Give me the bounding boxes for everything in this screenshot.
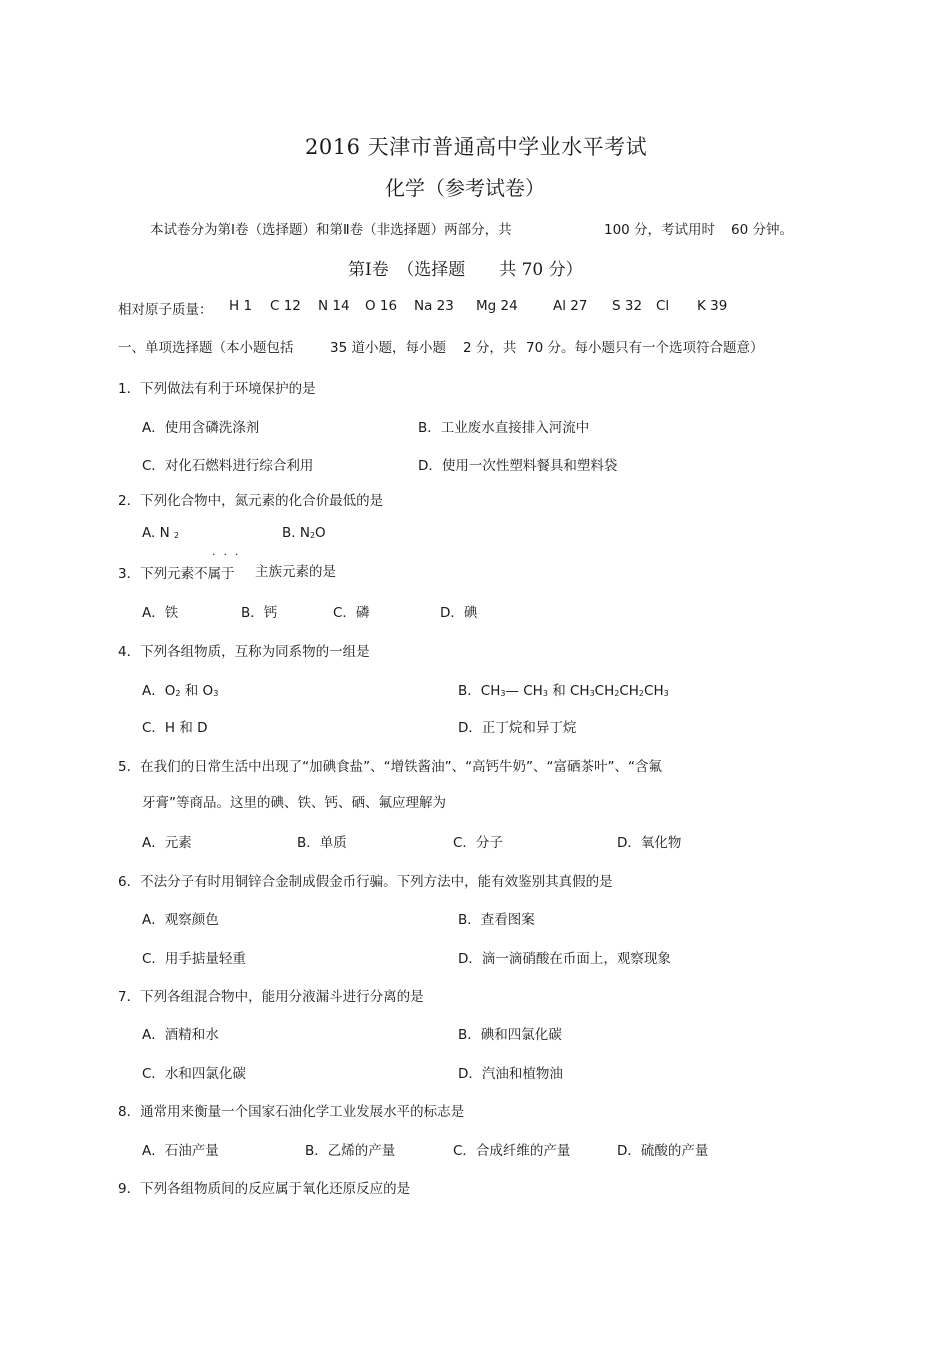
q5-stem-line-2: 牙膏”等商品。这里的碘、铁、钙、硒、氟应理解为 bbox=[142, 795, 446, 811]
q7-option-d: D．汽油和植物油 bbox=[458, 1066, 563, 1082]
atomic-mass-cl: Cl bbox=[656, 298, 670, 314]
exam-title: 2016 天津市普通高中学业水平考试 bbox=[305, 135, 648, 159]
q2-option-b: B. $N_2O$ bbox=[282, 525, 326, 541]
q5-option-a: A．元素 bbox=[142, 835, 192, 851]
atomic-mass-mg: Mg 24 bbox=[476, 298, 518, 314]
q7-stem: 7．下列各组混合物中，能用分液漏斗进行分离的是 bbox=[118, 989, 424, 1005]
atomic-mass-na: Na 23 bbox=[414, 298, 454, 314]
q6-option-b: B．查看图案 bbox=[458, 912, 535, 928]
q5-option-b: B．单质 bbox=[297, 835, 347, 851]
q8-option-a: A．石油产量 bbox=[142, 1143, 219, 1159]
q3-stem-part-2: 主族元素的是 bbox=[255, 564, 336, 580]
q4-option-a: A．$O_2$ 和 $O_3$ bbox=[142, 683, 219, 699]
q1-stem: 1．下列做法有利于环境保护的是 bbox=[118, 381, 316, 397]
atomic-mass-n: N 14 bbox=[318, 298, 350, 314]
q7-option-c: C．水和四氯化碳 bbox=[142, 1066, 246, 1082]
atomic-mass-h: H 1 bbox=[229, 298, 253, 314]
atomic-mass-al: Al 27 bbox=[553, 298, 588, 314]
q3-stem-part-1: 3．下列元素不属于 bbox=[118, 566, 235, 582]
q4-option-c: C．H 和 D bbox=[142, 720, 208, 736]
q1-option-a: A．使用含磷洗涤剂 bbox=[142, 420, 260, 436]
instructions-part-3: 2 分，共 bbox=[463, 340, 517, 356]
intro-time: 60 分钟。 bbox=[731, 222, 793, 238]
q9-stem: 9．下列各组物质间的反应属于氧化还原反应的是 bbox=[118, 1181, 411, 1197]
q1-option-d: D．使用一次性塑料餐具和塑料袋 bbox=[418, 458, 618, 474]
intro-text: 本试卷分为第Ⅰ卷（选择题）和第Ⅱ卷（非选择题）两部分，共 bbox=[150, 222, 512, 238]
q4-option-b: B．$CH_3—$ $CH_3$ 和 $CH_3CH_2CH_2CH_3$ bbox=[458, 683, 669, 699]
q1-option-c: C．对化石燃料进行综合利用 bbox=[142, 458, 314, 474]
q8-option-d: D．硫酸的产量 bbox=[617, 1143, 709, 1159]
q6-option-d: D．滴一滴硝酸在币面上，观察现象 bbox=[458, 951, 671, 967]
q7-option-a: A．酒精和水 bbox=[142, 1027, 219, 1043]
q4-option-d: D．正丁烷和异丁烷 bbox=[458, 720, 577, 736]
instructions-part-1: 一、单项选择题（本小题包括 bbox=[118, 340, 294, 356]
q5-stem-line-1: 5．在我们的日常生活中出现了“加碘食盐”、“增铁酱油”、“高钙牛奶”、“富硒茶叶”、“含氟 bbox=[118, 759, 663, 775]
section-title: 第Ⅰ卷 （选择题 共 70 分） bbox=[348, 260, 583, 280]
q3-option-b: B．钙 bbox=[241, 605, 278, 621]
exam-subtitle: 化学（参考试卷） bbox=[385, 176, 545, 200]
intro-score: 100 分，考试用时 bbox=[604, 222, 716, 238]
instructions-part-2: 35 道小题，每小题 bbox=[330, 340, 446, 356]
atomic-mass-label: 相对原子质量： bbox=[118, 302, 213, 318]
q3-emphasis-dots: ... bbox=[212, 545, 247, 558]
q2-option-a: A. N $_2$ bbox=[142, 525, 180, 541]
q5-option-d: D．氧化物 bbox=[617, 835, 682, 851]
atomic-mass-k: K 39 bbox=[697, 298, 728, 314]
atomic-mass-o: O 16 bbox=[365, 298, 398, 314]
q3-option-d: D．碘 bbox=[440, 605, 478, 621]
q6-stem: 6．不法分子有时用铜锌合金制成假金币行骗。下列方法中，能有效鉴别其真假的是 bbox=[118, 874, 613, 890]
q8-stem: 8．通常用来衡量一个国家石油化学工业发展水平的标志是 bbox=[118, 1104, 465, 1120]
q2-stem: 2．下列化合物中，氮元素的化合价最低的是 bbox=[118, 493, 384, 509]
q8-option-c: C．合成纤维的产量 bbox=[453, 1143, 571, 1159]
instructions-part-4: 70 分。每小题只有一个选项符合题意） bbox=[526, 340, 764, 356]
q4-stem: 4．下列各组物质，互称为同系物的一组是 bbox=[118, 644, 370, 660]
q8-option-b: B．乙烯的产量 bbox=[305, 1143, 396, 1159]
atomic-mass-c: C 12 bbox=[270, 298, 301, 314]
q1-option-b: B．工业废水直接排入河流中 bbox=[418, 420, 590, 436]
q7-option-b: B．碘和四氯化碳 bbox=[458, 1027, 562, 1043]
q3-option-a: A．铁 bbox=[142, 605, 179, 621]
q3-option-c: C．磷 bbox=[333, 605, 370, 621]
q5-option-c: C．分子 bbox=[453, 835, 503, 851]
q6-option-a: A．观察颜色 bbox=[142, 912, 219, 928]
atomic-mass-s: S 32 bbox=[612, 298, 643, 314]
q6-option-c: C．用手掂量轻重 bbox=[142, 951, 246, 967]
